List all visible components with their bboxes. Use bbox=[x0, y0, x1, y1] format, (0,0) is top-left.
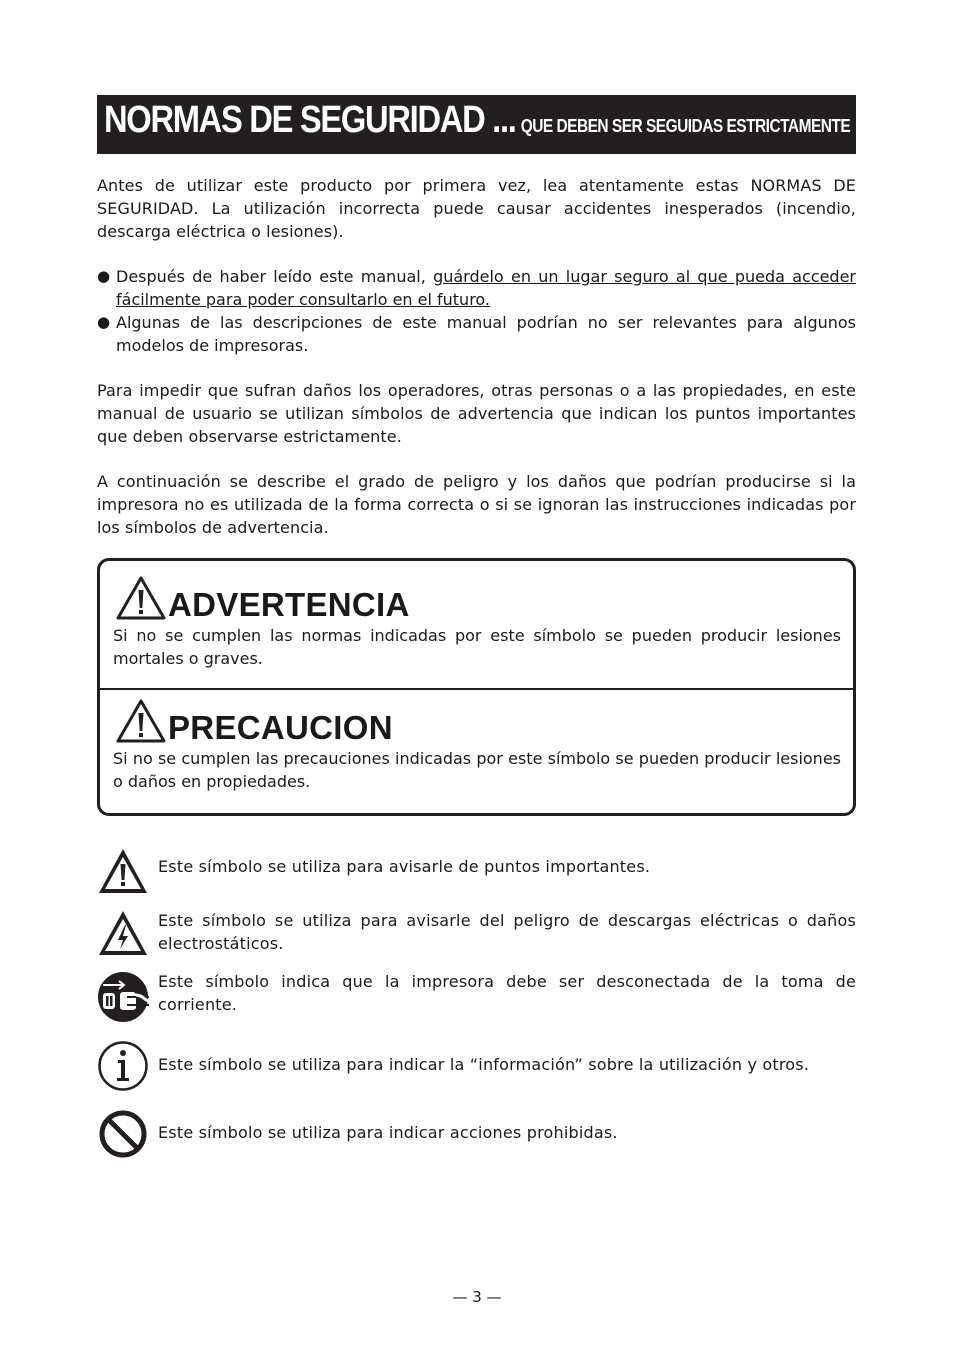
danger-description-paragraph: A continuación se describe el grado de peligro y los daños que podrían producirse si la impresora no es utilizada de la forma correcta o si se ignoran las instrucciones indicadas por los símbolos de advertencia. bbox=[97, 472, 856, 537]
symbol-description: Este símbolo indica que la impresora debe ser desconectada de la toma de corriente. bbox=[158, 972, 856, 1014]
warning-triangle-icon bbox=[115, 698, 167, 744]
information-icon bbox=[97, 1040, 149, 1092]
list-item bbox=[97, 311, 856, 357]
electric-shock-triangle-icon bbox=[97, 907, 149, 959]
warning-text: Si no se cumplen las normas indicadas por este símbolo se pueden producir lesiones mortales o graves. bbox=[113, 626, 841, 668]
bullet-text: Algunas de las descripciones de este manual podrían no ser relevantes para algunos modelos de impresoras. bbox=[116, 313, 856, 355]
bullet-text-plain: Después de haber leído este manual, bbox=[116, 267, 434, 286]
symbols-explanation-paragraph: Para impedir que sufran daños los operadores, otras personas o a las propiedades, en este manual de usuario se utilizan símbolos de advertencia que indican los puntos importantes que deben observarse estrictamente. bbox=[97, 381, 856, 446]
prohibited-icon bbox=[97, 1108, 149, 1160]
page-title bbox=[104, 99, 850, 142]
header-title: NORMAS DE SEGURIDAD ... bbox=[104, 99, 516, 141]
symbol-description: Este símbolo se utiliza para avisarle del peligro de descargas eléctricas o daños electrostáticos. bbox=[158, 911, 856, 953]
intro-paragraph: Antes de utilizar este producto por primera vez, lea atentamente estas NORMAS DE SEGURIDAD. La utilización incorrecta puede causar accidentes inesperados (incendio, descarga eléctrica o lesiones). bbox=[97, 176, 856, 241]
symbol-description: Este símbolo se utiliza para avisarle de puntos importantes. bbox=[158, 857, 651, 876]
caution-heading bbox=[115, 694, 393, 744]
caution-text: Si no se cumplen las precauciones indicadas por este símbolo se pueden producir lesiones o daños en propiedades. bbox=[113, 749, 841, 791]
warning-section bbox=[100, 571, 853, 691]
bullet-text-underlined: guárdelo en un lugar seguro al que pueda acceder fácilmente para poder consultarlo en el futuro. bbox=[116, 267, 857, 309]
symbol-description: Este símbolo se utiliza para indicar acciones prohibidas. bbox=[158, 1123, 618, 1142]
page-header bbox=[97, 95, 856, 154]
symbol-description: Este símbolo se utiliza para indicar la “información” sobre la utilización y otros. bbox=[158, 1055, 810, 1074]
warning-heading bbox=[115, 571, 410, 621]
warning-title: ADVERTENCIA bbox=[168, 586, 410, 623]
warning-levels-box bbox=[97, 558, 856, 816]
warning-triangle-icon bbox=[115, 575, 167, 621]
bullet-marker: ● bbox=[97, 267, 111, 285]
manual-page bbox=[97, 95, 857, 1142]
section-divider bbox=[100, 688, 853, 690]
list-item bbox=[97, 265, 856, 311]
exclamation-triangle-icon bbox=[97, 845, 149, 897]
caution-title: PRECAUCION bbox=[168, 709, 393, 746]
caution-section bbox=[100, 694, 853, 813]
bullet-marker: ● bbox=[97, 313, 111, 331]
bullet-text bbox=[116, 265, 856, 311]
unplug-icon bbox=[97, 971, 149, 1023]
bullet-list bbox=[97, 265, 856, 357]
header-subtitle: QUE DEBEN SER SEGUIDAS ESTRICTAMENTE bbox=[520, 116, 851, 136]
page-number: — 3 — bbox=[452, 1288, 502, 1306]
